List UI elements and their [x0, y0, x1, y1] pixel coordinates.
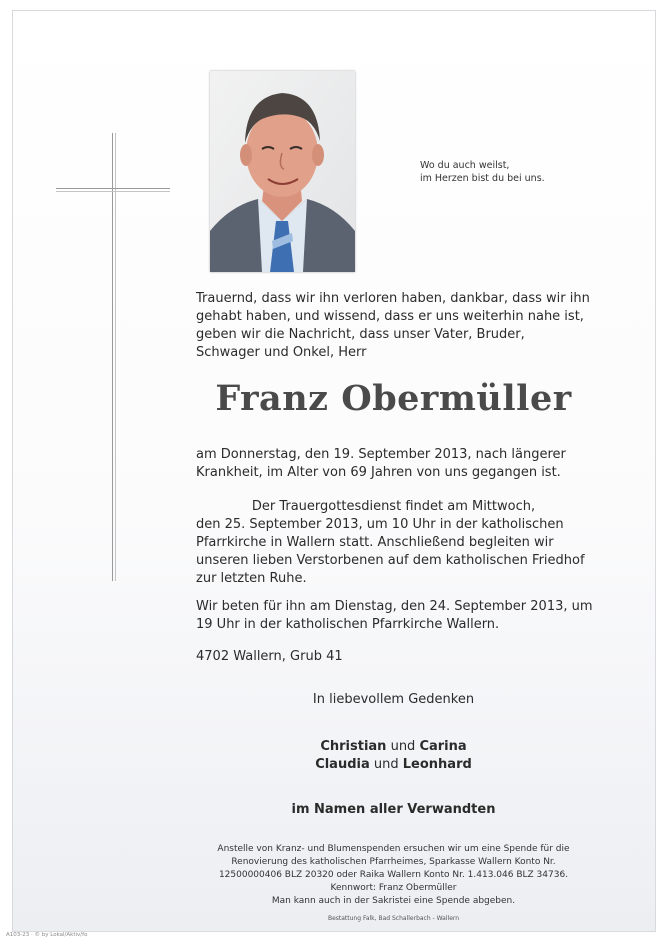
motto [420, 159, 545, 185]
intro-line: Trauernd, dass wir ihn verloren haben, dankbar, dass wir ihn [196, 291, 590, 306]
intro-paragraph [196, 290, 591, 362]
deceased-name: Franz Obermüller [215, 378, 572, 419]
cross-horizontal-beam-inner [56, 191, 170, 192]
undertaker-credit: Bestattung Falk, Bad Schallerbach - Wallern [327, 915, 460, 922]
death-paragraph [196, 446, 591, 482]
service-line: den 25. September 2013, um 10 Uhr in der katholischen [196, 517, 564, 532]
service-paragraph [196, 498, 591, 588]
prayer-line: Wir beten für ihn am Dienstag, den 24. September 2013, um [196, 599, 593, 614]
motto-line: Wo du auch weilst, [420, 160, 510, 171]
donation-line: Anstelle von Kranz- und Blumenspenden ersuchen wir um eine Spende für die [217, 844, 570, 854]
death-line: Krankheit, im Alter von 69 Jahren von uns gegangen ist. [196, 465, 561, 480]
service-line: Pfarrkirche in Wallern statt. Anschließend begleiten wir [196, 535, 554, 550]
address: 4702 Wallern, Grub 41 [196, 649, 343, 664]
service-line: Der Trauergottesdienst findet am Mittwoch, [251, 499, 536, 514]
intro-line: geben wir die Nachricht, dass unser Vater, Bruder, [196, 327, 525, 342]
donation-line: Kennwort: Franz Obermüller [330, 883, 457, 893]
death-line: am Donnerstag, den 19. September 2013, nach längerer [196, 447, 566, 462]
family-line [196, 738, 591, 756]
intro-line: gehabt haben, und wissend, dass er uns weiterhin nahe ist, [196, 309, 584, 324]
portrait-photo [210, 71, 355, 272]
prayer-line: 19 Uhr in der katholischen Pfarrkirche Wallern. [196, 617, 500, 632]
family-signature [196, 738, 591, 774]
relatives-text: im Namen aller Verwandten [291, 802, 496, 817]
print-code: A103-23 · © by Lokal/Aktiv/fo [6, 932, 88, 938]
cross-vertical-beam [112, 133, 113, 581]
donation-line: Renovierung des katholischen Pfarrheimes, Sparkasse Wallern Konto Nr. [231, 857, 556, 867]
motto-line: im Herzen bist du bei uns. [420, 173, 545, 184]
donation-notice [196, 843, 591, 908]
cross-horizontal-beam [56, 188, 170, 189]
intro-line: Schwager und Onkel, Herr [196, 345, 367, 360]
donation-line: Man kann auch in der Sakristei eine Spende abgeben. [271, 896, 516, 906]
donation-line: 12500000406 BLZ 20320 oder Raika Wallern Konto Nr. 1.413.046 BLZ 34736. [218, 870, 569, 880]
service-line: zur letzten Ruhe. [196, 571, 307, 586]
prayer-paragraph [196, 598, 591, 634]
family-line [196, 756, 591, 774]
family-conjunction: und [373, 757, 399, 772]
service-line: unseren lieben Verstorbenen auf dem katholischen Friedhof [196, 553, 585, 568]
memory-text: In liebevollem Gedenken [312, 692, 475, 707]
family-member-name: Carina [419, 739, 467, 754]
cross-vertical-beam-inner [115, 133, 116, 581]
family-member-name: Leonhard [402, 757, 472, 772]
family-conjunction: und [390, 739, 416, 754]
family-member-name: Claudia [315, 757, 370, 772]
family-member-name: Christian [320, 739, 387, 754]
